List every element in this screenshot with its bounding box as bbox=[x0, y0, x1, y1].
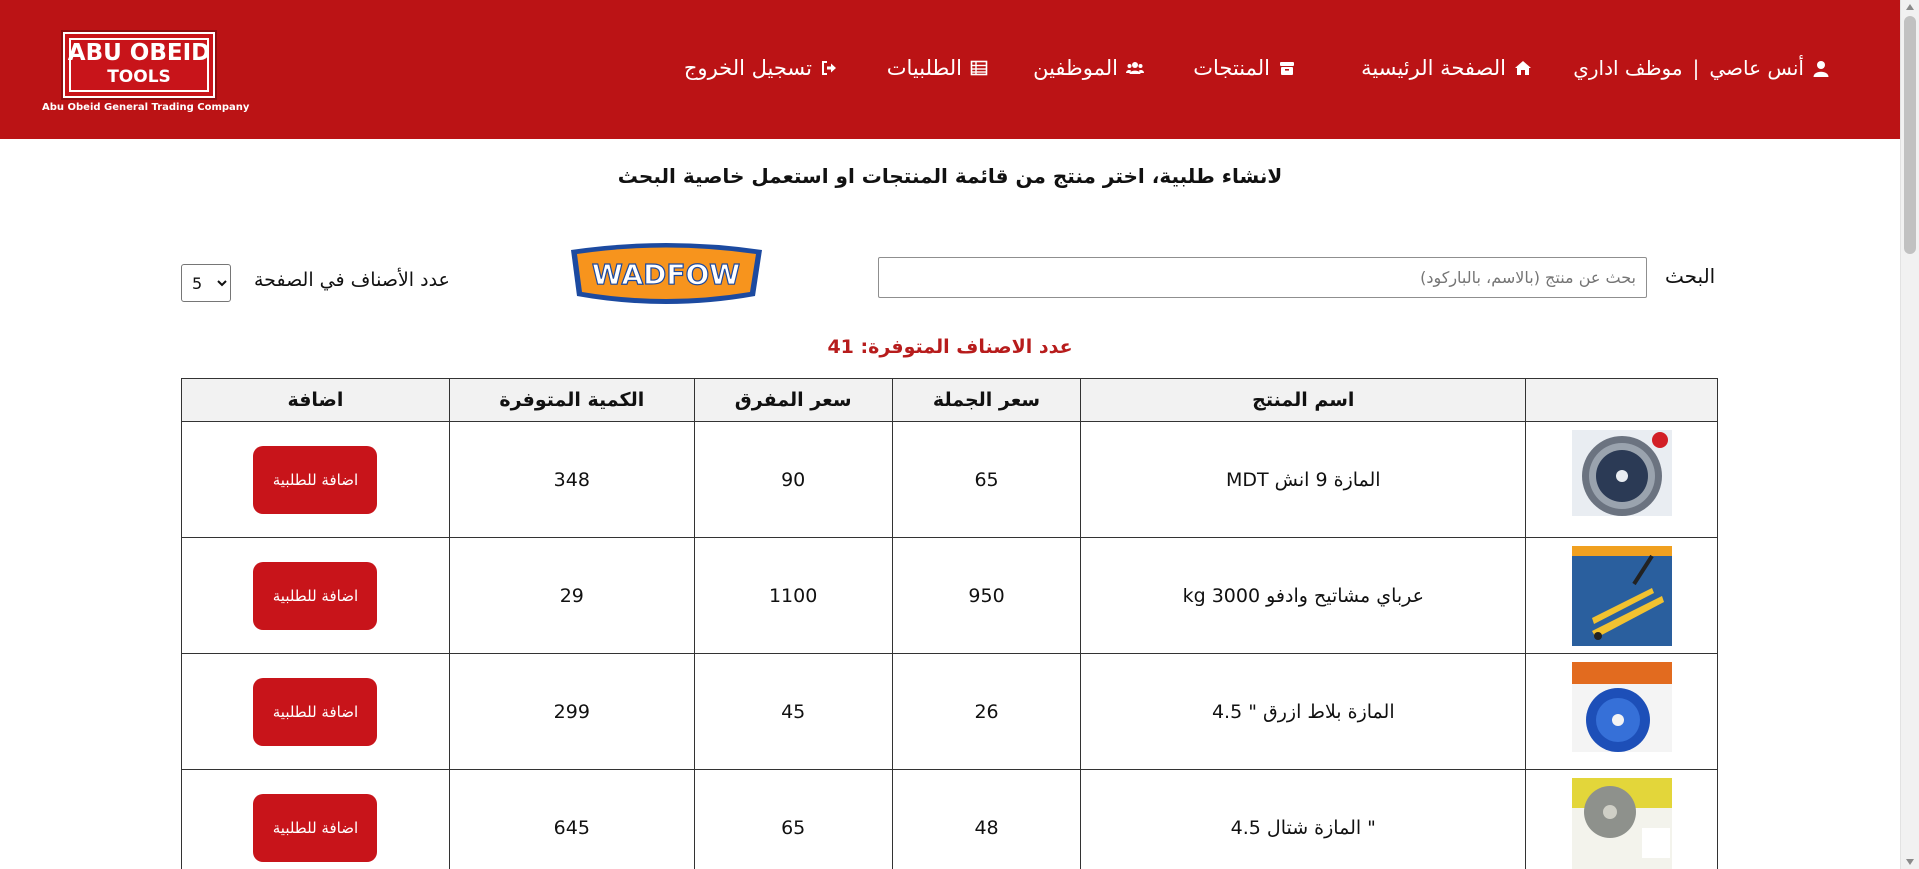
user-role: موظف اداري bbox=[1573, 56, 1683, 80]
top-navbar bbox=[0, 0, 1900, 139]
available-qty: 299 bbox=[449, 654, 694, 770]
per-page-select[interactable] bbox=[181, 264, 231, 302]
add-cell bbox=[182, 538, 450, 654]
wholesale-price: 65 bbox=[892, 422, 1081, 538]
header-retail: سعر المفرق bbox=[694, 379, 892, 422]
retail-price: 65 bbox=[694, 770, 892, 869]
logo-caption: Abu Obeid General Trading Company bbox=[42, 102, 250, 113]
saw-blade-thumb[interactable] bbox=[1572, 430, 1672, 530]
company-logo[interactable] bbox=[42, 30, 250, 120]
add-to-order-button[interactable]: اضافة للطلبية bbox=[253, 794, 377, 862]
product-image-cell bbox=[1526, 654, 1718, 770]
archive-icon bbox=[1278, 59, 1296, 77]
product-name: عرباي مشاتيح وادفو 3000 kg bbox=[1081, 538, 1526, 654]
per-page-label: عدد الأصناف في الصفحة bbox=[254, 269, 450, 291]
available-qty: 645 bbox=[449, 770, 694, 869]
nav-home[interactable] bbox=[1361, 50, 1532, 86]
users-icon bbox=[1126, 59, 1144, 77]
wholesale-price: 950 bbox=[892, 538, 1081, 654]
retail-price: 45 bbox=[694, 654, 892, 770]
scroll-down-arrow-icon[interactable] bbox=[1906, 859, 1914, 865]
nav-products[interactable] bbox=[1193, 50, 1296, 86]
nav-logout-label: تسجيل الخروج bbox=[683, 56, 812, 80]
nav-orders[interactable] bbox=[887, 50, 988, 86]
search-label: البحث bbox=[1665, 264, 1716, 288]
product-image-cell bbox=[1526, 770, 1718, 869]
scroll-up-arrow-icon[interactable] bbox=[1906, 4, 1914, 10]
page-scrollbar[interactable] bbox=[1900, 0, 1919, 869]
wholesale-price: 26 bbox=[892, 654, 1081, 770]
product-name: المازة 9 انش MDT bbox=[1081, 422, 1526, 538]
user-name: أنس عاصي bbox=[1709, 56, 1804, 80]
available-qty: 348 bbox=[449, 422, 694, 538]
nav-employees-label: الموظفين bbox=[1033, 56, 1118, 80]
blue-disc-thumb[interactable] bbox=[1572, 662, 1672, 762]
logo-subtext: TOOLS bbox=[107, 67, 171, 87]
add-to-order-button[interactable]: اضافة للطلبية bbox=[253, 678, 377, 746]
brand-badge-text: WADFOW bbox=[591, 258, 741, 291]
retail-price: 90 bbox=[694, 422, 892, 538]
header-qty: الكمية المتوفرة bbox=[449, 379, 694, 422]
add-cell bbox=[182, 422, 450, 538]
page-instruction: لانشاء طلبية، اختر منتج من قائمة المنتجات او استعمل خاصية البحث bbox=[617, 164, 1283, 188]
logo-frame bbox=[63, 32, 215, 98]
product-image-cell bbox=[1526, 538, 1718, 654]
add-to-order-button[interactable]: اضافة للطلبية bbox=[253, 446, 377, 514]
wadfow-brand-logo[interactable] bbox=[565, 240, 768, 310]
grinding-disc-thumb[interactable] bbox=[1572, 778, 1672, 869]
nav-home-label: الصفحة الرئيسية bbox=[1361, 56, 1506, 80]
user-separator: | bbox=[1692, 56, 1700, 80]
pallet-truck-thumb[interactable] bbox=[1572, 546, 1672, 646]
products-table bbox=[181, 378, 1718, 869]
user-icon bbox=[1812, 59, 1830, 77]
home-icon bbox=[1514, 59, 1532, 77]
product-name: المازة بلاط ازرق " 4.5 bbox=[1081, 654, 1526, 770]
header-add: اضافة bbox=[182, 379, 450, 422]
available-items-count: عدد الاصناف المتوفرة: 41 bbox=[827, 336, 1073, 358]
table-row bbox=[182, 538, 1718, 654]
add-cell bbox=[182, 770, 450, 869]
table-row bbox=[182, 770, 1718, 869]
nav-orders-label: الطلبيات bbox=[886, 56, 962, 80]
header-name: اسم المنتج bbox=[1081, 379, 1526, 422]
nav-employees[interactable] bbox=[1033, 50, 1144, 86]
product-image-cell bbox=[1526, 422, 1718, 538]
product-name: " المازة شتال 4.5 bbox=[1081, 770, 1526, 869]
retail-price: 1100 bbox=[694, 538, 892, 654]
nav-logout[interactable] bbox=[684, 50, 838, 86]
sign-out-icon bbox=[820, 59, 838, 77]
add-cell bbox=[182, 654, 450, 770]
available-qty: 29 bbox=[449, 538, 694, 654]
add-to-order-button[interactable]: اضافة للطلبية bbox=[253, 562, 377, 630]
scroll-thumb[interactable] bbox=[1904, 16, 1916, 254]
wholesale-price: 48 bbox=[892, 770, 1081, 869]
table-header-row bbox=[182, 379, 1718, 422]
header-image bbox=[1526, 379, 1718, 422]
table-row bbox=[182, 422, 1718, 538]
search-input[interactable] bbox=[878, 257, 1647, 298]
logo-text: ABU OBEID bbox=[67, 40, 211, 66]
nav-products-label: المنتجات bbox=[1193, 56, 1270, 80]
header-wholesale: سعر الجملة bbox=[892, 379, 1081, 422]
current-user[interactable] bbox=[1573, 50, 1830, 86]
list-icon bbox=[970, 59, 988, 77]
table-row bbox=[182, 654, 1718, 770]
